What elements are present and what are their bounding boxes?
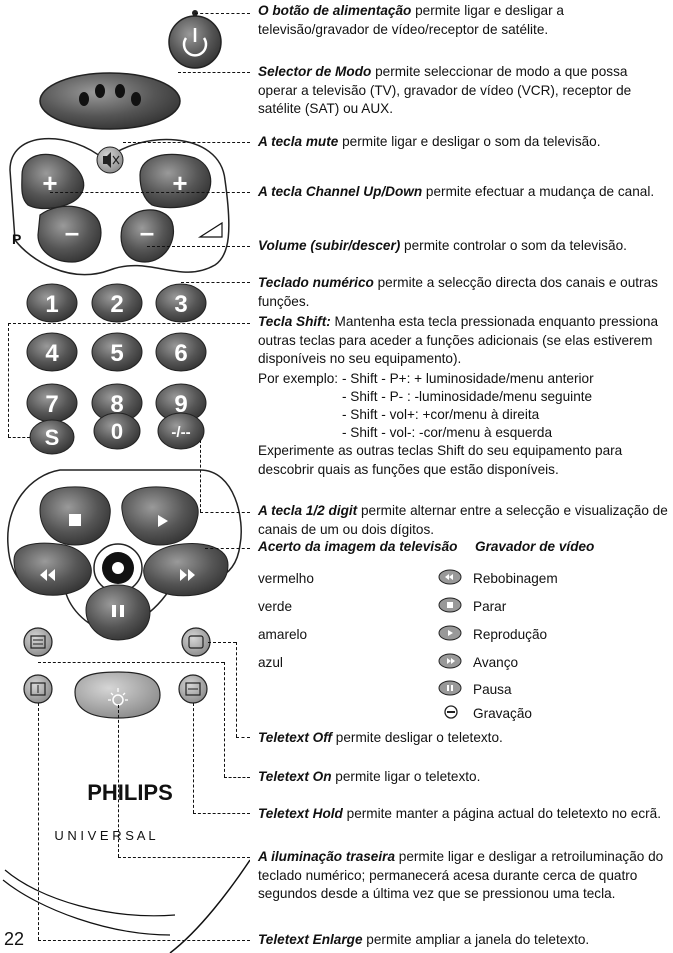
- fast-forward-button[interactable]: [144, 544, 228, 596]
- leader-teletext-off-vert: [236, 642, 237, 737]
- desc-title: A tecla Channel Up/Down: [258, 184, 423, 199]
- desc-keypad: [258, 274, 668, 311]
- desc-text: permite ampliar a janela do teletexto.: [362, 932, 590, 947]
- desc-text: permite ligar o teletexto.: [331, 769, 481, 784]
- teletext-enlarge-left-button[interactable]: [24, 628, 52, 656]
- vcr-record-label: Gravação: [473, 706, 532, 721]
- shift-example-3: - Shift - vol+: +cor/menu à direita: [342, 407, 540, 422]
- digit-label-9: 9: [174, 391, 188, 418]
- leader-volume: [147, 246, 250, 247]
- shift-example-2: - Shift - P- : -luminosidade/menu seguinte: [342, 389, 593, 404]
- digit-toggle-label: -/--: [171, 424, 191, 441]
- desc-teletext-enlarge: [258, 931, 668, 950]
- desc-teletext-hold: [258, 805, 668, 824]
- desc-text: permite controlar o som da televisão.: [400, 238, 627, 253]
- color-blue: azul: [258, 655, 283, 670]
- pause-icon: [438, 680, 462, 696]
- desc-title: Teletext On: [258, 769, 332, 784]
- p-label: P: [12, 231, 22, 247]
- desc-title: Teclado numérico: [258, 275, 374, 290]
- leader-enlarge: [38, 940, 250, 941]
- desc-title: A tecla 1/2 digit: [258, 503, 358, 518]
- rewind-icon: [438, 569, 462, 585]
- shift-example-after: Experimente as outras teclas Shift do seu equipamento para descobrir quais as funções que estão disponíveis.: [258, 443, 623, 477]
- color-yellow: amarelo: [258, 627, 308, 642]
- desc-volume: [258, 237, 668, 256]
- digit-label-3: 3: [174, 291, 188, 318]
- digit-label-1: 1: [45, 291, 59, 318]
- desc-mute: [258, 133, 668, 152]
- desc-title: Volume (subir/descer): [258, 238, 401, 253]
- leader-enlarge-vert: [38, 703, 39, 940]
- power-button[interactable]: [169, 16, 221, 68]
- fast-forward-icon: [438, 653, 462, 669]
- vcr-pause-label: Pausa: [473, 682, 512, 697]
- svg-text:–: –: [64, 217, 80, 247]
- teletext-hold-button[interactable]: [179, 675, 207, 703]
- leader-channel: [50, 192, 250, 193]
- mute-button[interactable]: [97, 147, 123, 173]
- desc-text: Mantenha esta tecla pressionada enquanto pressiona outras teclas para aceder a funções adicionais (se elas estiverem disponíveis no seu equipamento).: [258, 314, 658, 366]
- digit-label-4: 4: [45, 340, 59, 367]
- leader-hold-vert: [193, 703, 194, 813]
- desc-teletext-on: [258, 768, 668, 787]
- record-icon: [444, 705, 458, 719]
- leader-backlight: [118, 857, 250, 858]
- svg-text:–: –: [139, 217, 155, 247]
- leader-teletext-on-vert: [224, 662, 225, 777]
- digit-label-6: 6: [174, 340, 188, 367]
- vcr-rewind-label: Rebobinagem: [473, 571, 558, 586]
- shift-example-1: - Shift - P+: + luminosidade/menu anterior: [342, 371, 594, 386]
- shift-key-label: S: [44, 425, 60, 450]
- leader-shift-vert: [8, 323, 9, 437]
- digit-label-8: 8: [110, 391, 124, 418]
- desc-text: permite seleccionar de modo a que possa operar a televisão (TV), gravador de vídeo (VCR), receptor de satélite (SAT) ou AUX.: [258, 64, 632, 116]
- desc-title: O botão de alimentação: [258, 3, 412, 18]
- desc-title: Tecla Shift:: [258, 314, 331, 329]
- leader-transport: [205, 548, 250, 549]
- color-red: vermelho: [258, 571, 314, 586]
- teletext-off-button[interactable]: [182, 628, 210, 656]
- digit-label-5: 5: [110, 340, 124, 367]
- svg-text:+: +: [42, 168, 58, 198]
- leader-mute: [123, 142, 250, 143]
- brand-sub-logo: U N I V E R S A L: [54, 828, 156, 843]
- desc-text: permite efectuar a mudança de canal.: [422, 184, 655, 199]
- desc-text: permite alternar entre a selecção e visualização de canais de um ou dois dígitos.: [258, 503, 668, 537]
- desc-shift: [258, 313, 668, 369]
- stop-button[interactable]: [40, 487, 110, 545]
- leader-power: [195, 13, 250, 14]
- desc-channel: [258, 183, 668, 202]
- leader-teletext-off: [208, 642, 236, 643]
- desc-title: Teletext Off: [258, 730, 333, 745]
- rewind-button[interactable]: [14, 543, 91, 595]
- pause-button[interactable]: [86, 585, 150, 640]
- desc-title: Teletext Hold: [258, 806, 343, 821]
- mode-selector[interactable]: [40, 73, 180, 129]
- brand-logo: PHILIPS: [87, 780, 173, 805]
- desc-backlight: [258, 848, 668, 904]
- desc-text: permite a selecção directa dos canais e outras funções.: [258, 275, 658, 309]
- leader-backlight-vert: [118, 705, 119, 857]
- vcr-ff-label: Avanço: [473, 655, 519, 670]
- svg-text:+: +: [172, 168, 188, 198]
- leader-hold: [193, 813, 250, 814]
- desc-title: Teletext Enlarge: [258, 932, 363, 947]
- shift-example-4: - Shift - vol-: -cor/menu à esquerda: [342, 425, 553, 440]
- desc-digit-toggle: [258, 502, 668, 539]
- desc-teletext-off: [258, 729, 668, 748]
- leader-shift-bottom: [8, 437, 30, 438]
- leader-digit-vert: [200, 440, 201, 512]
- vcr-stop-label: Parar: [473, 599, 507, 614]
- volume-up-button[interactable]: [140, 154, 211, 207]
- desc-text: permite ligar e desligar a retroiluminação do teclado numérico; permanecerá acesa durante cerca de quatro segundos desde a última vez que se pressionou uma tecla.: [258, 849, 664, 901]
- zero-key-label: 0: [110, 419, 124, 444]
- channel-down-button[interactable]: [38, 206, 101, 262]
- numeric-keypad: [27, 284, 206, 454]
- shift-example-prefix: Por exemplo:: [258, 371, 339, 386]
- table-right-header: Gravador de vídeo: [475, 539, 595, 554]
- page-number: 22: [4, 929, 25, 949]
- digit-label-2: 2: [110, 291, 124, 318]
- leader-shift-top: [8, 323, 250, 324]
- leader-teletext-on-end: [224, 777, 250, 778]
- desc-title: Selector de Modo: [258, 64, 372, 79]
- desc-text: permite ligar e desligar a televisão/gravador de vídeo/receptor de satélite.: [258, 3, 564, 37]
- desc-text: permite ligar e desligar o som da televisão.: [338, 134, 601, 149]
- color-green: verde: [258, 599, 293, 614]
- vcr-play-label: Reprodução: [473, 627, 548, 642]
- leader-keypad: [181, 282, 250, 283]
- desc-text: permite desligar o teletexto.: [332, 730, 503, 745]
- teletext-on-button[interactable]: [24, 675, 52, 703]
- leader-mode: [178, 72, 250, 73]
- play-icon: [438, 625, 462, 641]
- desc-title: A tecla mute: [258, 134, 339, 149]
- leader-teletext-on: [38, 662, 224, 663]
- leader-teletext-off-end: [236, 737, 250, 738]
- table-left-header: Acerto da imagem da televisão: [258, 539, 458, 554]
- stop-icon: [438, 597, 462, 613]
- desc-mode-selector: [258, 63, 668, 119]
- digit-label-7: 7: [45, 391, 59, 418]
- leader-digit: [200, 512, 250, 513]
- desc-power: [258, 2, 668, 39]
- desc-title: A iluminação traseira: [258, 849, 395, 864]
- desc-text: permite manter a página actual do teletexto no ecrã.: [342, 806, 661, 821]
